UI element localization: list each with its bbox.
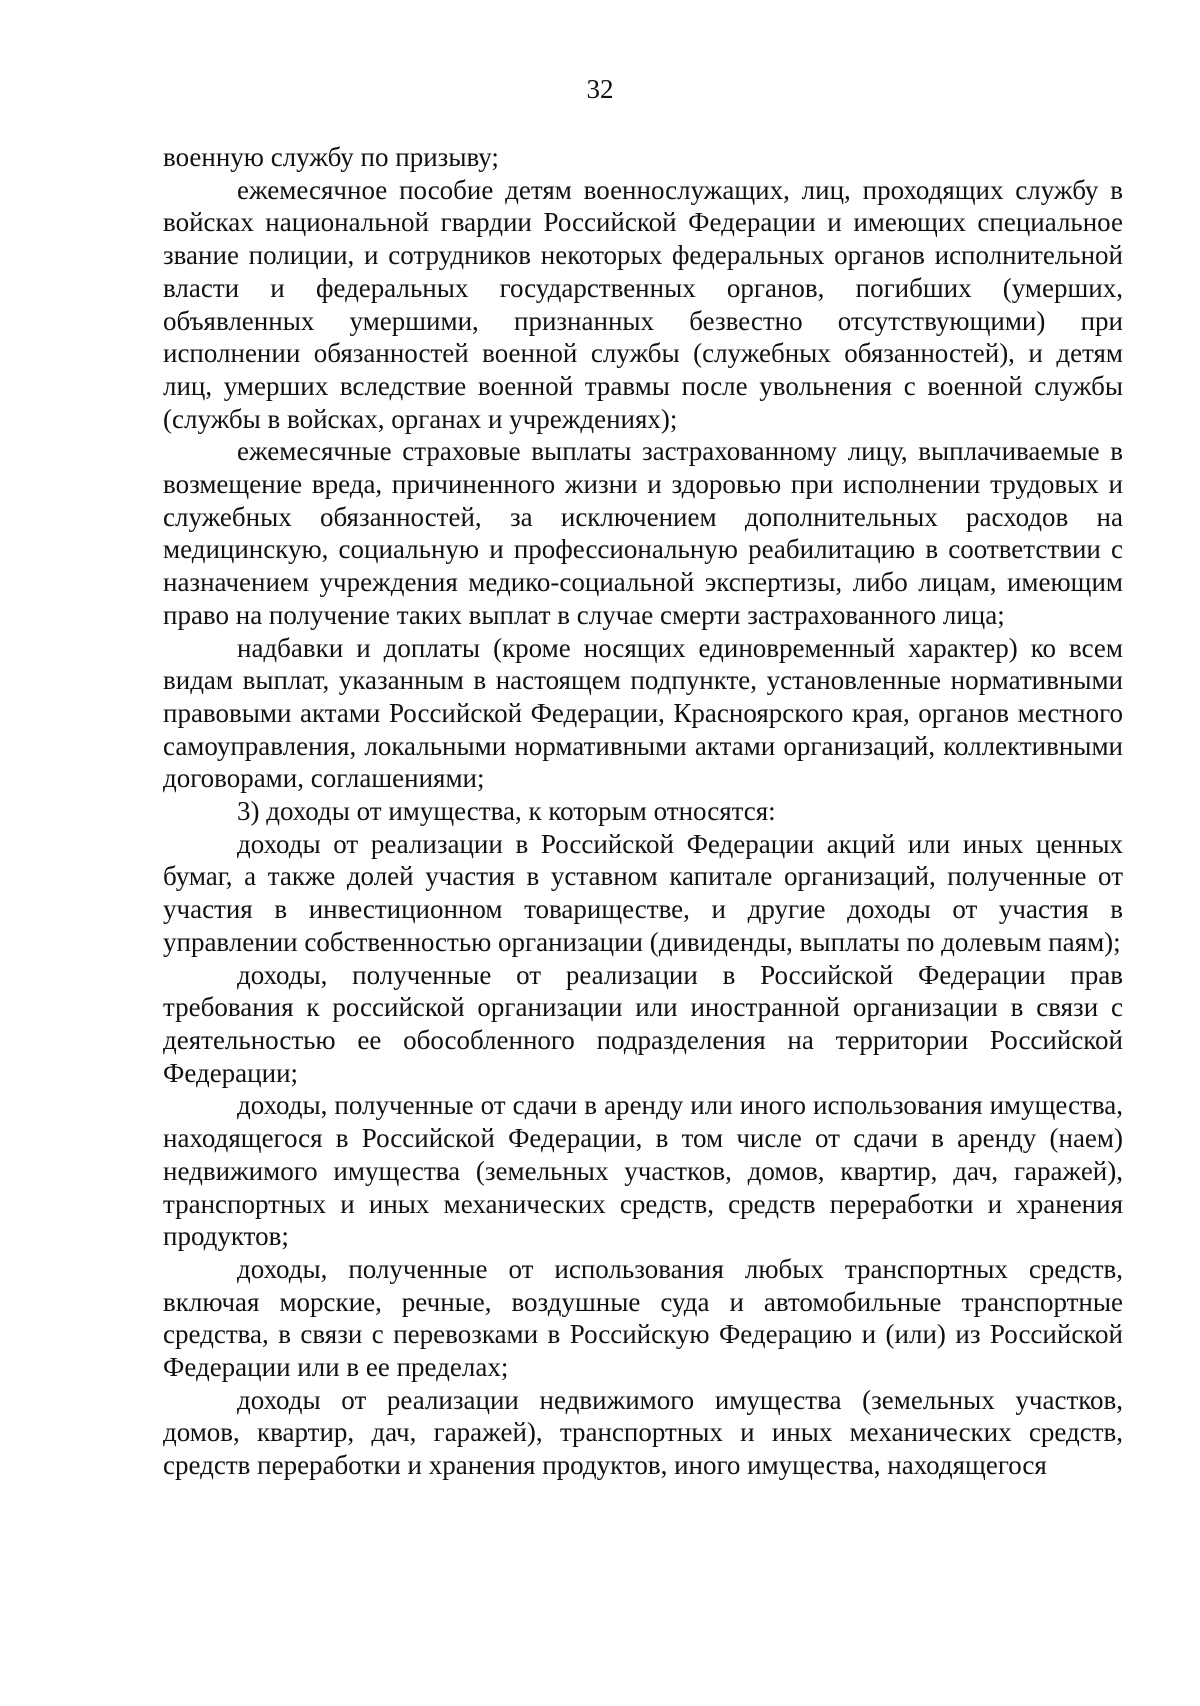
paragraph: ежемесячное пособие детям военнослужащих, лиц, проходящих службу в войсках национальной гвардии Российской Федерации и имеющих специальное звание полиции, и сотрудников некоторых федеральных органов исполнительной власти и федеральных государственных органов, погибших (умерших, объявленных умершими, признанных безвестно отсутствующими) при исполнении обязанностей военной службы (служебных обязанностей), и детям лиц, умерших вследствие военной травмы после увольнения с военной службы (службы в войсках, органах и учреждениях); xyxy=(163,174,1123,434)
paragraph: 3) доходы от имущества, к которым относятся: xyxy=(237,796,776,827)
page-number: 32 xyxy=(586,74,614,104)
paragraph: военную службу по призыву; xyxy=(163,142,499,172)
paragraph: доходы, полученные от реализации в Российской Федерации прав требования к российской организации или иностранной организации в связи с деятельностью ее обособленного подразделения на территории Российской Федерации; xyxy=(163,959,1123,1088)
document-body xyxy=(163,141,1123,1482)
paragraph: доходы, полученные от использования любых транспортных средств, включая морские, речные, воздушные суда и автомобильные транспортные средства, в связи с перевозками в Российскую Федерацию и (или) из Российской Федерации или в ее пределах; xyxy=(163,1253,1123,1383)
paragraph: доходы от реализации недвижимого имущества (земельных участков, домов, квартир, дач, гаражей), транспортных и иных механических средств, средств переработки и хранения продуктов, иного имущества, находящегося xyxy=(163,1384,1123,1481)
paragraph: доходы от реализации в Российской Федерации акций или иных ценных бумаг, а также долей участия в уставном капитале организаций, полученные от участия в инвестиционном товариществе, и другие доходы от участия в управлении собственностью организации (дивиденды, выплаты по долевым паям); xyxy=(163,828,1123,957)
paragraph: надбавки и доплаты (кроме носящих единовременный характер) ко всем видам выплат, указанным в настоящем подпункте, установленные нормативными правовыми актами Российской Федерации, Красноярского края, органов местного самоуправления, локальными нормативными актами организаций, коллективными договорами, соглашениями; xyxy=(163,632,1123,794)
paragraph: ежемесячные страховые выплаты застрахованному лицу, выплачиваемые в возмещение вреда, причиненного жизни и здоровью при исполнении трудовых и служебных обязанностей, за исключением дополнительных расходов на медицинскую, социальную и профессиональную реабилитацию в соответствии с назначением учреждения медико-социальной экспертизы, либо лицам, имеющим право на получение таких выплат в случае смерти застрахованного лица; xyxy=(163,436,1123,630)
paragraph: доходы, полученные от сдачи в аренду или иного использования имущества, находящегося в Российской Федерации, в том числе от сдачи в аренду (наем) недвижимого имущества (земельных участков, домов, квартир, дач, гаражей), транспортных и иных механических средств, средств переработки и хранения продуктов; xyxy=(163,1090,1123,1252)
